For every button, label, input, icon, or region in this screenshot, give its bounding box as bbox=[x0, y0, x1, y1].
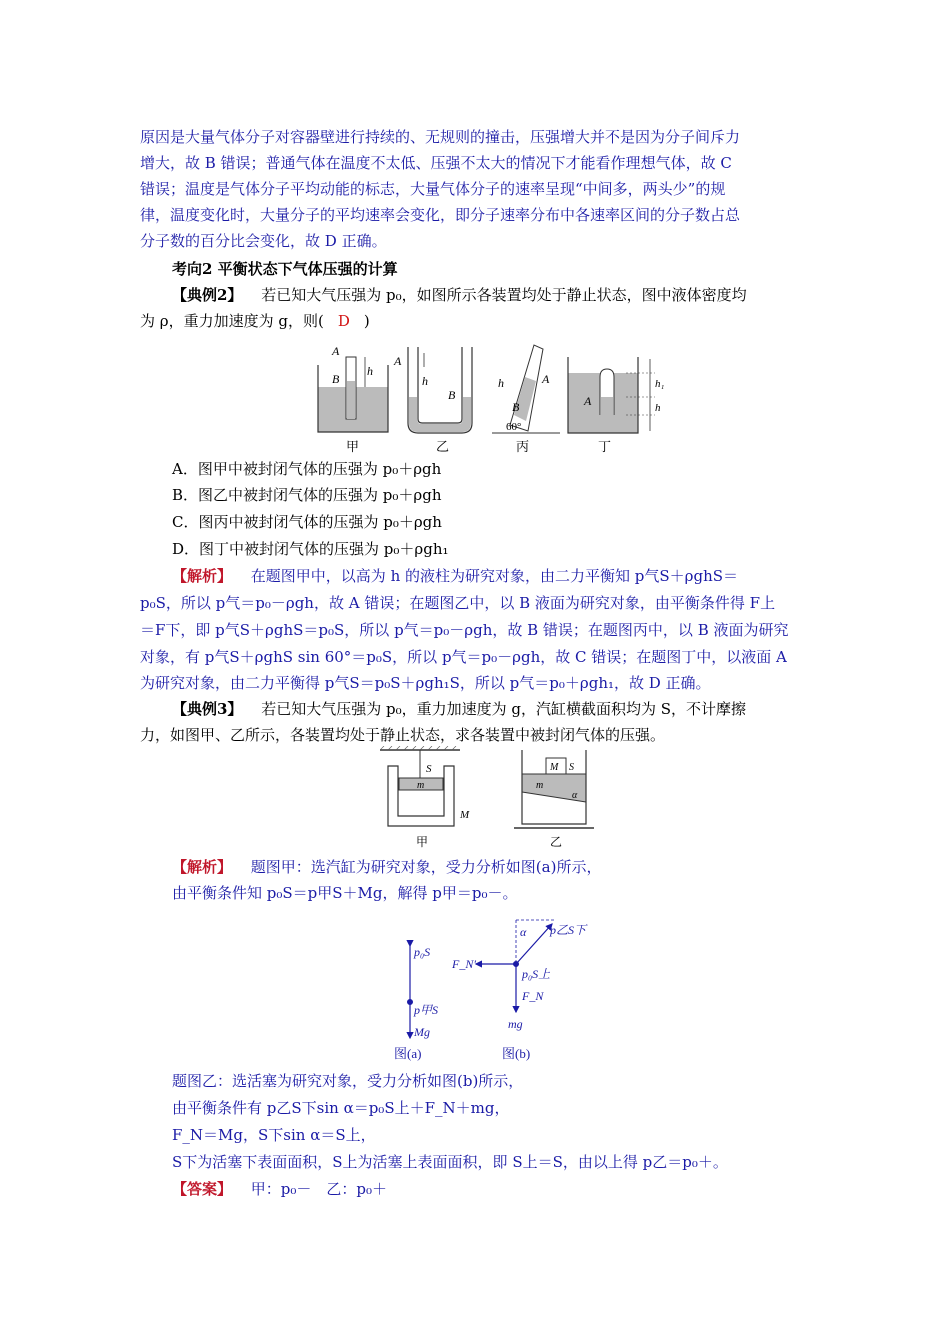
fig1-label-B3: B bbox=[512, 400, 520, 414]
fig2-label-m2: m bbox=[536, 780, 544, 791]
answer-tag: 【答案】 bbox=[172, 1180, 233, 1198]
fig1-label-B2: B bbox=[448, 388, 456, 402]
analysis3-text-2: 由平衡条件知 p₀S＝p甲S＋Mg，解得 p甲＝p₀－。 bbox=[172, 884, 518, 902]
example3-text-1: 若已知大气压强为 p₀，重力加速度为 g，汽缸横截面积均为 S，不计摩擦 bbox=[261, 700, 747, 718]
fig3a-label-p0S: p₀S bbox=[414, 945, 431, 959]
fig2-label-M2: M bbox=[550, 762, 559, 773]
figure-2 bbox=[380, 746, 610, 854]
fig2-label-m1: m bbox=[417, 780, 425, 791]
bottom-text-line-3: F_N＝Mg，S下sin α＝S上， bbox=[172, 1126, 376, 1144]
example2-text-2: 为 ρ，重力加速度为 g，则( bbox=[140, 312, 324, 330]
top-text-line-1: 原因是大量气体分子对容器壁进行持续的、无规则的撞击，压强增大并不是因为分子间斥力 bbox=[140, 128, 741, 146]
example2-answer: D bbox=[337, 312, 350, 330]
fig3b-label-p0S-up: p₀S上 bbox=[522, 967, 551, 981]
section-heading: 考向2 平衡状态下气体压强的计算 bbox=[172, 260, 398, 278]
answer-text: 甲：p₀－ 乙：p₀＋ bbox=[250, 1180, 388, 1198]
example3-tag: 【典例3】 bbox=[172, 700, 243, 718]
fig3b-label-pyiS: p乙S下 bbox=[550, 923, 587, 937]
fig1-label-A1: A bbox=[332, 344, 340, 358]
bottom-text-line-2: 由平衡条件有 p乙S下sin α＝p₀S上＋F_N＋mg， bbox=[172, 1099, 510, 1117]
example3-line-2: 力，如图甲、乙所示，各装置均处于静止状态，求各装置中被封闭气体的压强。 bbox=[140, 726, 666, 744]
figure-1-bing bbox=[492, 345, 560, 433]
bottom-text-line-4: S下为活塞下表面面积，S上为活塞上表面面积，即 S上＝S，由以上得 p乙＝p₀＋。 bbox=[172, 1153, 728, 1171]
fig2-label-M1: M bbox=[460, 809, 470, 821]
fig2-caption-jia: 甲 bbox=[416, 835, 429, 849]
example2-text-1: 若已知大气压强为 p₀，如图所示各装置均处于静止状态，图中液体密度均 bbox=[261, 286, 747, 304]
fig2-label-S1: S bbox=[426, 763, 432, 775]
fig3a-label-pjiaS: p甲S bbox=[414, 1003, 439, 1017]
bottom-text-line-1: 题图乙：选活塞为研究对象，受力分析如图(b)所示， bbox=[172, 1072, 524, 1090]
analysis2-text-5: 为研究对象，由二力平衡得 p气S＝p₀S＋ρgh₁S，所以 p气＝p₀＋ρgh₁，故 D 正确。 bbox=[140, 674, 711, 692]
answer-line bbox=[172, 1176, 844, 1202]
option-c: C．图丙中被封闭气体的压强为 p₀＋ρgh bbox=[172, 513, 442, 531]
figure-2-jia bbox=[380, 746, 470, 826]
fig1-caption-jia: 甲 bbox=[346, 439, 360, 454]
fig3-caption-b: 图(b) bbox=[502, 1046, 531, 1061]
analysis2-text-4: 对象，有 p气S＋ρghS sin 60°＝p₀S，所以 p气＝p₀－ρgh，故 C 错误；在题图丁中，以液面 A bbox=[140, 648, 787, 666]
fig1-label-B1: B bbox=[332, 372, 340, 386]
analysis3-text-1: 题图甲：选汽缸为研究对象，受力分析如图(a)所示， bbox=[250, 858, 602, 876]
analysis2-line-1 bbox=[172, 563, 844, 589]
fig3b-label-FN: F_N bbox=[522, 989, 544, 1003]
figure-1-jia bbox=[318, 344, 388, 432]
fig3b-label-alpha: α bbox=[520, 925, 527, 939]
fig1-caption-ding: 丁 bbox=[598, 439, 612, 454]
analysis3-tag: 【解析】 bbox=[172, 858, 233, 876]
figure-3 bbox=[390, 912, 600, 1062]
example2-line-2 bbox=[140, 308, 812, 334]
analysis2-tag: 【解析】 bbox=[172, 567, 233, 585]
figure-3-b bbox=[451, 920, 588, 1031]
fig1-label-A4: A bbox=[584, 394, 592, 408]
fig3b-label-mg: mg bbox=[508, 1017, 523, 1031]
fig1-label-h-ding: h bbox=[655, 402, 661, 414]
fig2-label-S2: S bbox=[569, 762, 574, 773]
analysis2-text-3: ＝F下，即 p气S＋ρghS＝p₀S，所以 p气＝p₀－ρgh，故 B 错误；在题图丙中，以 B 液面为研究 bbox=[140, 621, 789, 639]
analysis2-text-2: p₀S，所以 p气＝p₀－ρgh，故 A 错误；在题图乙中，以 B 液面为研究对象，由平衡条件得 F上 bbox=[140, 594, 776, 612]
fig3-caption-a: 图(a) bbox=[394, 1046, 422, 1061]
fig1-label-A2: A bbox=[394, 354, 402, 368]
figure-2-yi bbox=[514, 750, 594, 828]
example3-line-1 bbox=[172, 696, 844, 722]
top-text-line-4: 律，温度变化时，大量分子的平均速率会变化，即分子速率分布中各速率区间的分子数占总 bbox=[140, 206, 741, 224]
top-text-line-3: 错误；温度是气体分子平均动能的标志，大量气体分子的速率呈现“中间多，两头少”的规 bbox=[140, 180, 726, 198]
option-a: A．图甲中被封闭气体的压强为 p₀＋ρgh bbox=[172, 460, 442, 478]
fig3a-label-Mg: Mg bbox=[414, 1025, 430, 1039]
example2-line-1 bbox=[172, 282, 844, 308]
figure-1 bbox=[310, 335, 690, 457]
top-text-line-2: 增大，故 B 错误；普通气体在温度不太低、压强不太大的情况下才能看作理想气体，故 C bbox=[140, 154, 732, 172]
fig1-label-h2: h bbox=[422, 374, 428, 388]
analysis3-line-1 bbox=[172, 854, 844, 880]
option-d: D．图丁中被封闭气体的压强为 p₀＋ρgh₁ bbox=[172, 540, 449, 558]
fig1-caption-yi: 乙 bbox=[436, 439, 450, 454]
fig3b-label-FN-prime: F_N′ bbox=[452, 957, 476, 971]
figure-1-ding bbox=[568, 357, 665, 433]
analysis2-text-1: 在题图甲中，以高为 h 的液柱为研究对象，由二力平衡知 p气S＋ρghS＝ bbox=[250, 567, 738, 585]
fig1-label-h1-ding: h₁ bbox=[655, 378, 665, 390]
figure-3-a bbox=[408, 945, 439, 1039]
fig2-caption-yi: 乙 bbox=[550, 835, 563, 849]
fig2-label-alpha: α bbox=[572, 790, 578, 801]
fig1-label-A3: A bbox=[542, 372, 550, 386]
fig1-label-60: 60° bbox=[506, 421, 522, 433]
fig1-label-h3: h bbox=[498, 376, 504, 390]
fig1-caption-bing: 丙 bbox=[516, 439, 530, 454]
example2-close-paren: ) bbox=[363, 312, 370, 330]
top-text-line-5: 分子数的百分比会变化，故 D 正确。 bbox=[140, 232, 387, 250]
fig1-label-h1: h bbox=[367, 364, 373, 378]
figure-1-yi bbox=[393, 347, 472, 433]
option-b: B．图乙中被封闭气体的压强为 p₀＋ρgh bbox=[172, 486, 442, 504]
example2-tag: 【典例2】 bbox=[172, 286, 243, 304]
